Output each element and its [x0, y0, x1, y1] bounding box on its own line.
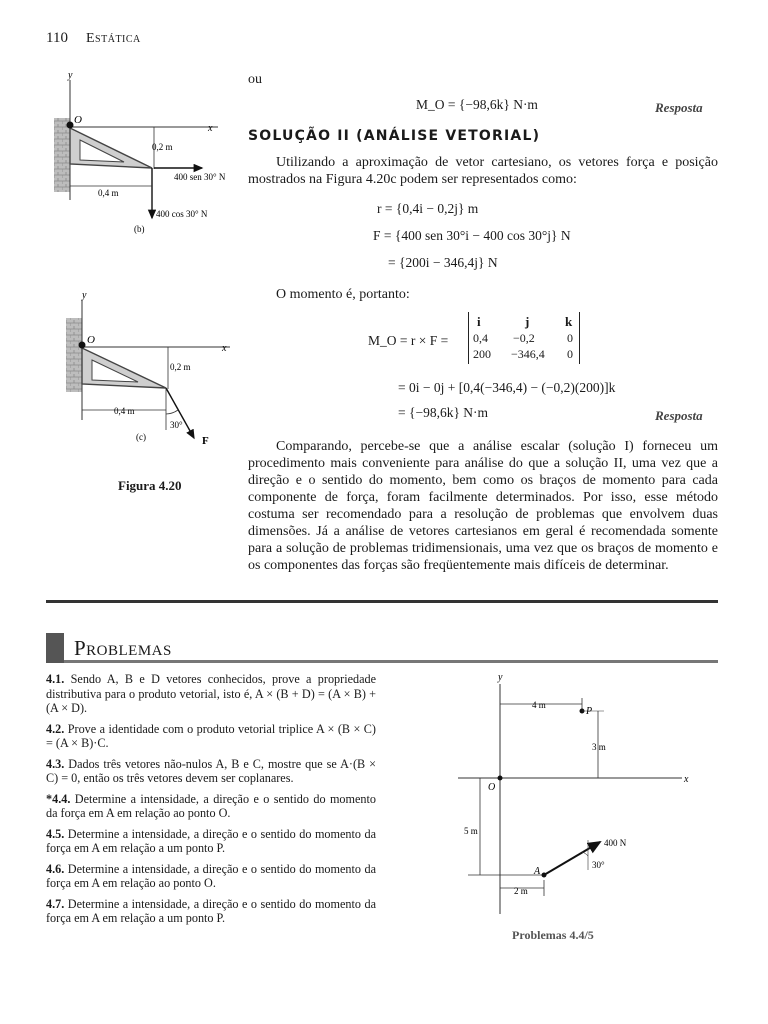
det-r1c1: i [477, 314, 481, 329]
mo-equation: M_O = {−98,6k} N·m [416, 97, 538, 112]
wall [54, 118, 70, 192]
axis-x-label: x [208, 123, 213, 134]
dim-3m: 3 m [592, 742, 606, 752]
problem-item: 4.2. Prove a identidade com o produto vetorial triplice A × (B × C) = (A × B)·C. [46, 721, 376, 750]
header-rule [64, 660, 718, 663]
f-equation-1: F = {400 sen 30°i − 400 cos 30°j} N [373, 228, 571, 243]
det-r2c2: −0,2 [513, 331, 535, 345]
angle-label: 30° [592, 860, 605, 870]
dim-02: 0,2 m [152, 142, 173, 152]
force-cos-label: 400 cos 30° N [156, 209, 208, 219]
force-sin-label: 400 sen 30° N [174, 172, 226, 182]
det-r2c3: 0 [567, 331, 573, 345]
solution-title: SOLUÇÃO II (ANÁLISE VETORIAL) [248, 128, 541, 144]
determinant-matrix [468, 312, 580, 364]
det-r3c1: 200 [473, 347, 491, 361]
det-r1c3: k [565, 314, 573, 329]
angle-label: 30° [170, 420, 183, 430]
section-title: Estática [86, 31, 141, 46]
point-a-label: A [534, 866, 541, 877]
dim-04: 0,4 m [114, 406, 135, 416]
page-number: 110 [46, 30, 68, 46]
problem-item: *4.4. Determine a intensidade, a direção e o sentido do momento da força em A em relação ao ponto O. [46, 791, 376, 820]
point-p-label: P [586, 706, 593, 717]
f-equation-2: = {200i − 346,4j} N [388, 255, 498, 270]
header-block [46, 633, 64, 663]
dim-4m: 4 m [532, 700, 546, 710]
origin-label: O [488, 782, 496, 793]
problems-title: Problemas [74, 636, 172, 660]
problems-list [46, 672, 376, 932]
figure-4-20c [46, 290, 246, 450]
origin-label: O [74, 114, 82, 126]
answer-label-2: Resposta [655, 408, 703, 423]
figure-c-label: (c) [136, 432, 146, 442]
force-label: 400 N [604, 838, 627, 848]
force-label: F [202, 435, 209, 447]
axis-x-label: x [684, 774, 689, 785]
problems-header [46, 633, 718, 663]
problem-item: 4.5. Determine a intensidade, a direção e o sentido do momento da força em A em relação a um ponto P. [46, 826, 376, 855]
wall [66, 318, 82, 392]
momento-text: O momento é, portanto: [276, 287, 410, 302]
figure-caption: Figura 4.20 [118, 478, 182, 493]
axis-x-label: x [222, 343, 227, 354]
dim-02: 0,2 m [170, 362, 191, 372]
section-divider [46, 600, 718, 603]
axis-y-label: y [68, 70, 73, 81]
figure-b-label: (b) [134, 224, 145, 234]
dim-04: 0,4 m [98, 188, 119, 198]
det-r2c1: 0,4 [473, 331, 488, 345]
det-r1c2: j [525, 314, 530, 329]
answer-label: Resposta [655, 100, 703, 115]
diagram-problems-4-4-5 [440, 670, 700, 950]
diagram-caption: Problemas 4.4/5 [512, 928, 594, 942]
ou-text: ou [248, 72, 262, 87]
intro-paragraph: Utilizando a aproximação de vetor cartesiano, os vetores força e posição mostrados na Figura 4.20c podem ser representados como: [248, 155, 718, 187]
result-equation-2: = {−98,6k} N·m [398, 405, 489, 420]
r-equation: r = {0,4i − 0,2j} m [377, 201, 479, 216]
problem-item: 4.7. Determine a intensidade, a direção e o sentido do momento da força em A em relação a um ponto P. [46, 896, 376, 925]
axis-y-label: y [498, 672, 503, 683]
det-r3c3: 0 [567, 347, 573, 361]
determinant-lhs: M_O = r × F = [368, 333, 449, 348]
problem-item: 4.6. Determine a intensidade, a direção e o sentido do momento da força em A em relação ao ponto O. [46, 861, 376, 890]
result-equation-1: = 0i − 0j + [0,4(−346,4) − (−0,2)(200)]k [398, 380, 616, 395]
comparison-paragraph: Comparando, percebe-se que a análise escalar (solução I) forneceu um procedimento mais conveniente para análise do que a solução II, uma vez que a direção e o sentido do momento, bem como os braços de momento para cada componente de força, foram facilmente determinados. Por isso, esse método costuma ser recomendado para a resolução de problemas que envolvem duas dimensões. Já a análise de vetores cartesianos em geral é recomendada somente para a solução de problemas tridimensionais, uma vez que os braços de momento e os componentes das forças são freqüentemente mais difíceis de determinar. [248, 439, 718, 573]
dim-5m: 5 m [464, 826, 478, 836]
origin-label: O [87, 334, 95, 346]
problem-item: 4.3. Dados três vetores não-nulos A, B e C, mostre que se A·(B × C) = 0, então os três vetores devem ser coplanares. [46, 756, 377, 785]
dim-2m: 2 m [514, 886, 528, 896]
det-r3c2: −346,4 [511, 347, 545, 361]
axis-y-label: y [82, 290, 87, 301]
problem-item: 4.1. Sendo A, B e D vetores conhecidos, prove a propriedade distributiva para o produto vetorial, isto é, A × (B + D) = (A × B) + (A × D). [46, 672, 377, 715]
